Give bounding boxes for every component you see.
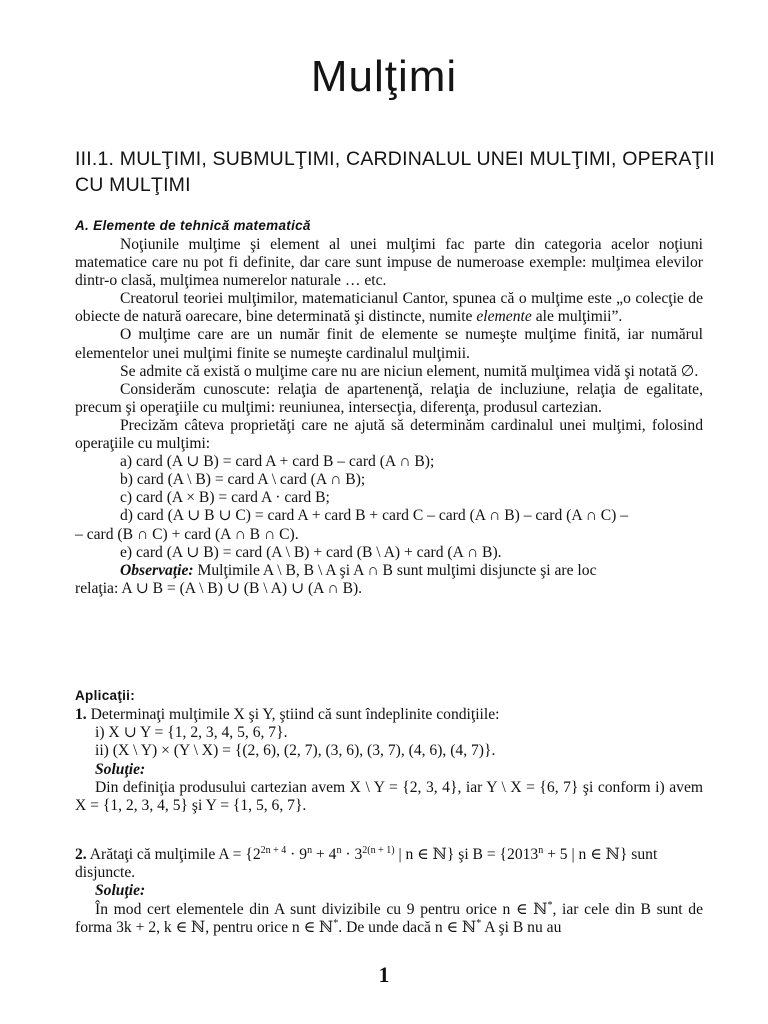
property-c: c) card (A × B) = card A · card B; [120,489,330,507]
page-title: Mulţimi [310,52,458,101]
observation: Observaţie: Mulţimile A \ B, B \ A şi A ∩ B sunt mulţimi disjuncte şi are loc [120,561,597,579]
observation-relation: relaţia: A ∪ B = (A \ B) ∪ (B \ A) ∪ (A ∩ B). [75,579,363,597]
property-a: a) card (A ∪ B) = card A + card B – card (A ∩ B); [120,453,435,471]
property-d: d) card (A ∪ B ∪ C) = card A + card B + card C – card (A ∩ B) – card (A ∩ C) – [120,507,629,525]
page-number: 1 [378,962,390,987]
exercise-2-statement: 2. Arătaţi că mulţimile $A = \{2^{2n + 4} \cdot 9^n + 4^n \cdot 3^{2(n + 1)}$ | n ∈ ℕ} şi $B = \{2013^n + 5$ | n ∈ ℕ} sunt disjuncte. [75,844,658,882]
exercise-1-condition-1: i) X ∪ Y = {1, 2, 3, 4, 5, 6, 7}. [95,724,288,742]
exercise-2-solution-label: Soluţie: [95,882,146,900]
exercise-2-solution: În mod cert elementele din A sunt divizibile cu 9 pentru orice n ∈ ℕ*, iar cele din B sunt de forma 3k + 2, k ∈ ℕ, pentru orice n ∈ ℕ*. De unde dacă n ∈ ℕ* A şi B nu au [75,899,703,936]
exercise-1-solution-label: Soluţie: [95,760,146,778]
paragraph-2: Creatorul teoriei mulţimilor, matematicianul Cantor, spunea că o mulţime este „o colecţie de obiecte de natură oarecare, bine determinată şi distincte, numite elemente ale mulţimii”. [75,290,703,326]
exercise-1 [75,706,703,815]
property-b: b) card (A \ B) = card A \ card (A ∩ B); [120,471,366,489]
paragraph-3: O mulţime care are un număr finit de elemente se numeşte mulţime finită, iar numărul elementelor unei mulţimi finite se numeşte cardinalul mulţimii. [75,326,703,362]
exercise-1-condition-2: ii) (X \ Y) × (Y \ X) = {(2, 6), (2, 7), (3, 6), (3, 7), (4, 6), (4, 7)}. [95,742,496,760]
exercise-2 [75,846,703,937]
exercise-1-statement: 1. Determinaţi mulţimile X şi Y, ştiind că sunt îndeplinite condiţiile: [75,706,500,723]
paragraph-6: Precizăm câteva proprietăţi care ne ajută să determinăm cardinalul unei mulţimi, folosind operaţiile cu mulţimi: [75,416,703,453]
paragraph-4: Se admite că există o mulţime care nu are niciun element, numită mulţimea vidă şi notată ∅. [120,362,699,380]
property-e: e) card (A ∪ B) = card (A \ B) + card (B \ A) + card (A ∩ B). [120,543,502,561]
main-text [75,236,703,598]
applications-heading: Aplicaţii: [75,688,136,703]
paragraph-1: Noţiunile mulţime şi element al unei mulţimi fac parte din categoria acelor noţiuni matematice care nu pot fi definite, dar care sunt impuse de numeroase exemple: mulţimea elevilor dintr-o clasă, mulţimea numerelor naturale … etc. [75,236,703,290]
paragraph-5: Considerăm cunoscute: relaţia de apartenenţă, relaţia de incluziune, relaţia de egalitate, precum şi operaţiile cu mulţimi: reuniunea, intersecţia, diferenţa, produsul cartezian. [75,380,703,416]
subheading: A. Elemente de tehnică matematică [75,218,311,233]
section-heading: III.1. MULŢIMI, SUBMULŢIMI, CARDINALUL UNEI MULŢIMI, OPERAŢII CU MULŢIMI [75,148,715,196]
exercise-1-solution: Din definiţia produsului cartezian avem X \ Y = {2, 3, 4}, iar Y \ X = {6, 7} şi conform i) avem X = {1, 2, 3, 4, 5} şi Y = {1, 5, 6, 7}. [75,778,703,815]
property-d-continued: – card (B ∩ C) + card (A ∩ B ∩ C). [75,525,299,543]
